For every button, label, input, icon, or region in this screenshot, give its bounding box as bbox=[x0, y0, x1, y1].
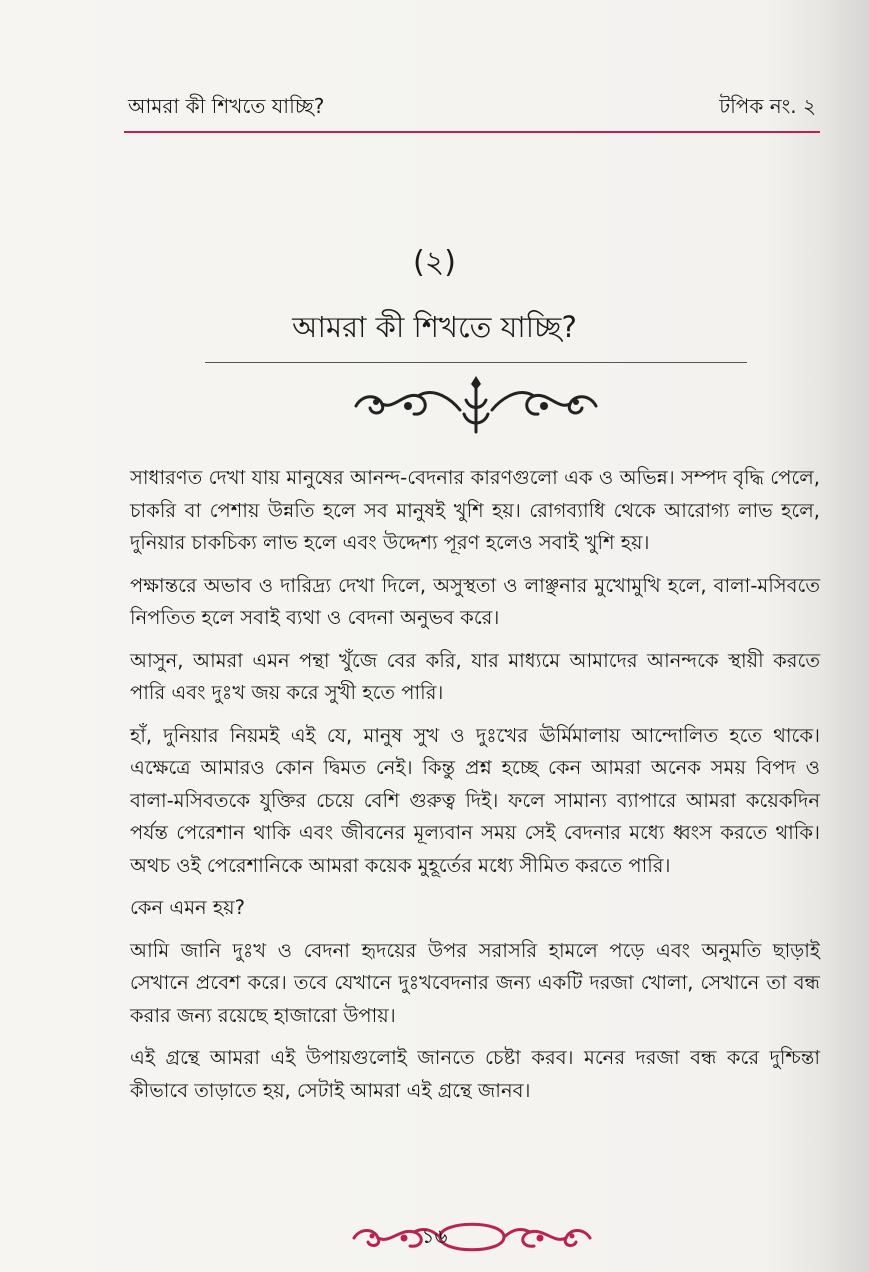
header-topic-number: টপিক নং. ২ bbox=[719, 94, 816, 118]
chapter-number: (২) bbox=[413, 245, 456, 280]
chapter-title: আমরা কী শিখতে যাচ্ছি? bbox=[292, 310, 577, 344]
body-text bbox=[130, 462, 820, 1117]
running-header bbox=[128, 92, 816, 125]
header-rule bbox=[124, 131, 820, 133]
page-number: ১৬ bbox=[421, 1224, 448, 1248]
paragraph: আসুন, আমরা এমন পন্থা খুঁজে বের করি, যার মাধ্যমে আমাদের আনন্দকে স্থায়ী করতে পারি এবং দুঃখ জয় করে সুখী হতে পারি। bbox=[130, 648, 820, 704]
paragraph: সাধারণত দেখা যায় মানুষের আনন্দ-বেদনার কারণগুলো এক ও অভিন্ন। সম্পদ বৃদ্ধি পেলে, চাকরি বা পেশায় উন্নতি হলে সব মানুষই খুশি হয়। রোগব্যাধি থেকে আরোগ্য লাভ হলে, দুনিয়ার চাকচিক্য লাভ হলে এবং উদ্দেশ্য পূরণ হলেও সবাই খুশি হয়। bbox=[130, 466, 820, 554]
title-rule bbox=[205, 362, 747, 363]
paragraph: আমি জানি দুঃখ ও বেদনা হৃদয়ের উপর সরাসরি হামলে পড়ে এবং অনুমতি ছাড়াই সেখানে প্রবেশ করে। তবে যেখানে দুঃখবেদনার জন্য একটি দরজা খোলা, সেখানে তা বন্ধ করার জন্য রয়েছে হাজারো উপায়। bbox=[130, 938, 820, 1027]
header-section-title: আমরা কী শিখতে যাচ্ছি? bbox=[128, 94, 325, 118]
paragraph: হাঁ, দুনিয়ার নিয়মই এই যে, মানুষ সুখ ও দুঃখের ঊর্মিমালায় আন্দোলিত হতে থাকে। এক্ষেত্রে আমারও কোন দ্বিমত নেই। কিন্তু প্রশ্ন হচ্ছে কেন আমরা অনেক সময় বিপদ ও বালা-মসিবতকে যুক্তির চেয়ে বেশি গুরুত্ব দিই। ফলে সামান্য ব্যাপারে আমরা কয়েকদিন পর্যন্ত পেরেশান থাকি এবং জীবনের মূল্যবান সময় সেই বেদনার মধ্যে ধ্বংস করতে থাকি। অথচ ওই পেরেশানিকে আমরা কয়েক মুহূর্তের মধ্যে সীমিত করতে পারি। bbox=[130, 723, 820, 877]
paragraph: এই গ্রন্থে আমরা এই উপায়গুলোই জানতে চেষ্টা করব। মনের দরজা বন্ধ করে দুশ্চিন্তা কীভাবে তাড়াতে হয়, সেটাই আমরা এই গ্রন্থে জানব। bbox=[130, 1046, 820, 1102]
paragraph-question: কেন এমন হয়? bbox=[130, 896, 245, 919]
paragraph: পক্ষান্তরে অভাব ও দারিদ্র্য দেখা দিলে, অসুস্থতা ও লাঞ্ছনার মুখোমুখি হলে, বালা-মসিবতে নিপতিত হলে সবাই ব্যথা ও বেদনা অনুভব করে। bbox=[130, 573, 820, 629]
flourish-ornament-icon bbox=[348, 370, 604, 440]
